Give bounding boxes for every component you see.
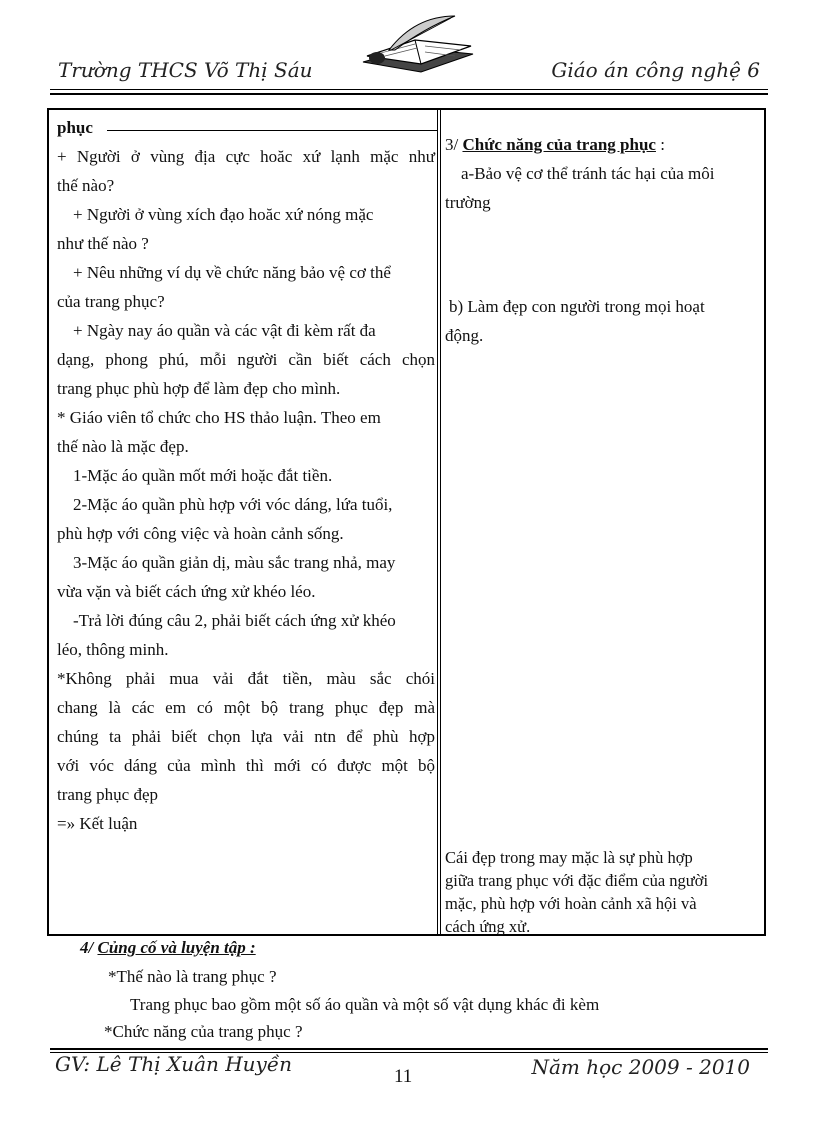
left-line: phù hợp với công việc và hoàn cảnh sống.	[57, 524, 344, 543]
footer-rule-thick	[50, 1048, 768, 1050]
header-rule	[50, 89, 768, 90]
header-subject: Giáo án công nghệ 6	[551, 58, 760, 82]
lesson-table	[47, 108, 766, 936]
question-1: *Thế nào là trang phục ?	[108, 967, 277, 986]
left-line: trang phục phù hợp để làm đẹp cho mình.	[57, 379, 341, 398]
left-line: thế nào là mặc đẹp.	[57, 437, 189, 456]
left-line: vừa vặn và biết cách ứng xử khéo léo.	[57, 582, 316, 601]
question-2: *Chức năng của trang phục ?	[104, 1022, 303, 1041]
column-divider	[437, 110, 441, 934]
left-line: phục	[57, 118, 93, 137]
header-school: Trường THCS Võ Thị Sáu	[58, 58, 313, 82]
page-number: 11	[394, 1066, 413, 1087]
footer-year: Năm học 2009 - 2010	[531, 1055, 750, 1079]
left-line: chang là các em có một bộ trang phục đẹp mà	[57, 698, 435, 717]
left-line: như thế nào ?	[57, 234, 149, 253]
left-line: của trang phục?	[57, 292, 165, 311]
teacher-activity-column	[57, 113, 435, 838]
header-rule-thick	[50, 93, 768, 95]
left-line: léo, thông minh.	[57, 640, 169, 659]
section-4-title: Củng cố và luyện tập :	[97, 938, 256, 957]
left-line: với vóc dáng của mình thì mới có được một bộ	[57, 756, 435, 775]
section-3-heading: 3/ Chức năng của trang phục :	[445, 135, 665, 154]
conclusion-line: Cái đẹp trong may mặc là sự phù hợp	[445, 848, 693, 867]
left-line: chúng ta phải biết chọn lựa vải ntn để phù hợp	[57, 727, 435, 746]
conclusion-line: mặc, phù hợp với hoàn cảnh xã hội và	[445, 894, 697, 913]
left-line: + Nêu những ví dụ về chức năng bảo vệ cơ thể	[73, 263, 391, 282]
section-3-title: Chức năng của trang phục	[462, 135, 656, 154]
left-line: * Giáo viên tổ chức cho HS thảo luận. Theo em	[57, 408, 381, 427]
left-line: 1-Mặc áo quần mốt mới hoặc đắt tiền.	[73, 466, 333, 485]
left-line: + Ngày nay áo quần và các vật đi kèm rất đa	[73, 321, 376, 340]
conclusion-line: cách ứng xử.	[445, 917, 531, 936]
section-4-heading: 4/ Củng cố và luyện tập :	[80, 938, 256, 957]
left-line: *Không phải mua vải đắt tiền, màu sắc chói	[57, 669, 435, 688]
footer-teacher: GV: Lê Thị Xuân Huyền	[55, 1052, 293, 1076]
function-b-line-2: động.	[445, 326, 484, 345]
function-b-line-1: b) Làm đẹp con người trong mọi hoạt	[449, 297, 705, 316]
left-line: + Người ở vùng địa cực hoăc xứ lạnh mặc như	[57, 147, 435, 166]
answer-1: Trang phục bao gồm một số áo quần và một số vật dụng khác đi kèm	[130, 995, 600, 1014]
open-book-quill-icon	[355, 10, 485, 85]
left-line: =» Kết luận	[57, 814, 138, 833]
function-a-line-2: trường	[445, 193, 491, 212]
left-line: + Người ở vùng xích đạo hoăc xứ nóng mặc	[73, 205, 374, 224]
function-a-line-1: a-Bảo vệ cơ thể tránh tác hại của môi	[461, 164, 715, 183]
conclusion-block	[445, 846, 761, 938]
left-line: -Trả lời đúng câu 2, phải biết cách ứng xử khéo	[73, 611, 396, 630]
left-line: dạng, phong phú, mỗi người cần biết cách chọn	[57, 350, 435, 369]
conclusion-line: giữa trang phục với đặc điểm của người	[445, 871, 709, 890]
content-column	[445, 130, 761, 350]
left-line: trang phục đẹp	[57, 785, 159, 804]
left-line: 3-Mặc áo quần giản dị, màu sắc trang nhả, may	[73, 553, 396, 572]
left-line: thế nào?	[57, 176, 115, 195]
left-line: 2-Mặc áo quần phù hợp với vóc dáng, lứa tuổi,	[73, 495, 393, 514]
